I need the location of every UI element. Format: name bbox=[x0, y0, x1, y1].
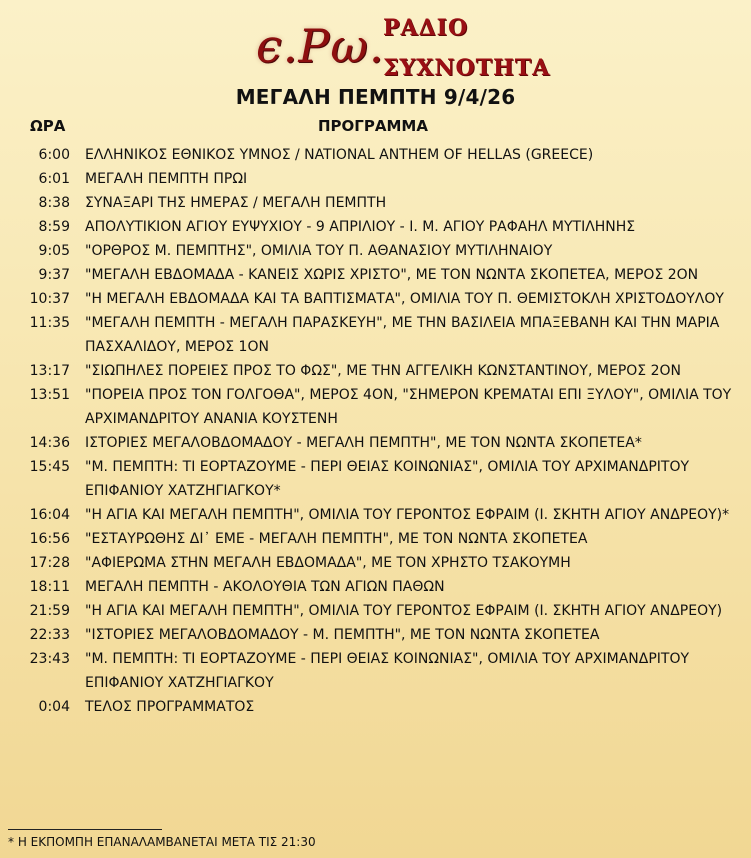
schedule-time: 9:37 bbox=[38, 267, 70, 283]
schedule-table bbox=[0, 143, 751, 719]
schedule-row bbox=[0, 503, 751, 527]
schedule-row bbox=[0, 623, 751, 647]
schedule-row bbox=[0, 167, 751, 191]
schedule-description: "ΟΡΘΡΟΣ Μ. ΠΕΜΠΤΗΣ", ΟΜΙΛΙΑ ΤΟΥ Π. ΑΘΑΝΑΣΙΟΥ ΜΥΤΙΛΗΝΑΙΟΥ bbox=[85, 243, 553, 259]
schedule-time: 21:59 bbox=[29, 603, 70, 619]
station-logo-word-frequency: ΣΥΧΝΟΤΗΤΑ bbox=[383, 55, 551, 81]
schedule-description: "Η ΑΓΙΑ ΚΑΙ ΜΕΓΑΛΗ ΠΕΜΠΤΗ", ΟΜΙΛΙΑ ΤΟΥ ΓΕΡΟΝΤΟΣ ΕΦΡΑΙΜ (Ι. ΣΚΗΤΗ ΑΓΙΟΥ ΑΝΔΡΕΟΥ) bbox=[85, 603, 723, 619]
schedule-row bbox=[0, 551, 751, 575]
schedule-time: 14:36 bbox=[29, 435, 70, 451]
schedule-time: 9:05 bbox=[38, 243, 70, 259]
schedule-description: ΤΕΛΟΣ ΠΡΟΓΡΑΜΜΑΤΟΣ bbox=[85, 699, 255, 715]
schedule-time: 13:17 bbox=[29, 363, 70, 379]
schedule-row bbox=[0, 215, 751, 239]
schedule-row bbox=[0, 431, 751, 455]
schedule-description: "Η ΜΕΓΑΛΗ ΕΒΔΟΜΑΔΑ ΚΑΙ ΤΑ ΒΑΠΤΙΣΜΑΤΑ", ΟΜΙΛΙΑ ΤΟΥ Π. ΘΕΜΙΣΤΟΚΛΗ ΧΡΙΣΤΟΔΟΥΛΟΥ bbox=[85, 291, 724, 307]
schedule-row bbox=[0, 143, 751, 167]
schedule-row bbox=[0, 287, 751, 311]
schedule-row bbox=[0, 647, 751, 695]
page-title: ΜΕΓΑΛΗ ΠΕΜΠΤΗ 9/4/26 bbox=[235, 85, 516, 109]
schedule-time: 13:51 bbox=[29, 387, 70, 403]
schedule-row bbox=[0, 191, 751, 215]
schedule-description: ΕΛΛΗΝΙΚΟΣ ΕΘΝΙΚΟΣ ΥΜΝΟΣ / NATIONAL ANTHEM OF HELLAS (GREECE) bbox=[85, 147, 594, 163]
footer-note: * Η ΕΚΠΟΜΠΗ ΕΠΑΝΑΛΑΜΒΑΝΕΤΑΙ ΜΕΤΑ ΤΙΣ 21:30 bbox=[8, 835, 316, 849]
schedule-description: ΙΣΤΟΡΙΕΣ ΜΕΓΑΛΟΒΔΟΜΑΔΟΥ - ΜΕΓΑΛΗ ΠΕΜΠΤΗ", ΜΕ ΤΟΝ ΝΩΝΤΑ ΣΚΟΠΕΤΕΑ* bbox=[85, 435, 642, 451]
schedule-time: 18:11 bbox=[29, 579, 70, 595]
schedule-description: "Μ. ΠΕΜΠΤΗ: ΤΙ ΕΟΡΤΑΖΟΥΜΕ - ΠΕΡΙ ΘΕΙΑΣ ΚΟΙΝΩΝΙΑΣ", ΟΜΙΛΙΑ ΤΟΥ ΑΡΧΙΜΑΝΔΡΙΤΟΥ ΕΠΙΦΑΝΙΟΥ ΧΑΤΖΗΓΙΑΓΚΟΥ* bbox=[85, 459, 690, 499]
schedule-time: 6:00 bbox=[38, 147, 70, 163]
schedule-time: 8:59 bbox=[38, 219, 70, 235]
schedule-row bbox=[0, 383, 751, 431]
station-logo bbox=[0, 0, 751, 90]
schedule-row bbox=[0, 239, 751, 263]
schedule-description: "ΜΕΓΑΛΗ ΕΒΔΟΜΑΔΑ - ΚΑΝΕΙΣ ΧΩΡΙΣ ΧΡΙΣΤΟ", ΜΕ ΤΟΝ ΝΩΝΤΑ ΣΚΟΠΕΤΕΑ, ΜΕΡΟΣ 2ΟΝ bbox=[85, 267, 699, 283]
schedule-time: 16:04 bbox=[29, 507, 70, 523]
schedule-description: "ΙΣΤΟΡΙΕΣ ΜΕΓΑΛΟΒΔΟΜΑΔΟΥ - Μ. ΠΕΜΠΤΗ", ΜΕ ΤΟΝ ΝΩΝΤΑ ΣΚΟΠΕΤΕΑ bbox=[85, 627, 600, 643]
schedule-time: 8:38 bbox=[38, 195, 70, 211]
schedule-time: 6:01 bbox=[38, 171, 70, 187]
schedule-row bbox=[0, 359, 751, 383]
schedule-row bbox=[0, 575, 751, 599]
footer-divider bbox=[8, 829, 162, 830]
schedule-time: 10:37 bbox=[29, 291, 70, 307]
schedule-description: "ΠΟΡΕΙΑ ΠΡΟΣ ΤΟΝ ΓΟΛΓΟΘΑ", ΜΕΡΟΣ 4ΟΝ, "ΣΗΜΕΡΟΝ ΚΡΕΜΑΤΑΙ ΕΠΙ ΞΥΛΟΥ", ΟΜΙΛΙΑ ΤΟΥ ΑΡΧΙΜΑΝΔΡΙΤΟΥ ΑΝΑΝΙΑ ΚΟΥΣΤΕΝΗ bbox=[85, 387, 732, 427]
schedule-time: 11:35 bbox=[29, 315, 70, 331]
schedule-row bbox=[0, 263, 751, 287]
station-logo-word-radio: ΡΑΔΙΟ bbox=[383, 15, 469, 41]
schedule-row bbox=[0, 527, 751, 551]
schedule-description: "ΑΦΙΕΡΩΜΑ ΣΤΗΝ ΜΕΓΑΛΗ ΕΒΔΟΜΑΔΑ", ΜΕ ΤΟΝ ΧΡΗΣΤΟ ΤΣΑΚΟΥΜΗ bbox=[85, 555, 571, 571]
schedule-time: 22:33 bbox=[29, 627, 70, 643]
schedule-row bbox=[0, 599, 751, 623]
schedule-time: 15:45 bbox=[29, 459, 70, 475]
schedule-row bbox=[0, 311, 751, 359]
schedule-description: ΜΕΓΑΛΗ ΠΕΜΠΤΗ ΠΡΩΙ bbox=[85, 171, 248, 187]
station-logo-mark: ϵ.Ρω. bbox=[256, 19, 385, 73]
schedule-description: "ΕΣΤΑΥΡΩΘΗΣ ΔΙ᾽ ΕΜΕ - ΜΕΓΑΛΗ ΠΕΜΠΤΗ", ΜΕ ΤΟΝ ΝΩΝΤΑ ΣΚΟΠΕΤΕΑ bbox=[85, 531, 588, 547]
schedule-description: ΜΕΓΑΛΗ ΠΕΜΠΤΗ - ΑΚΟΛΟΥΘΙΑ ΤΩΝ ΑΓΙΩΝ ΠΑΘΩΝ bbox=[85, 579, 445, 595]
schedule-row bbox=[0, 455, 751, 503]
schedule-description: ΑΠΟΛΥΤΙΚΙΟΝ ΑΓΙΟΥ ΕΥΨΥΧΙΟΥ - 9 ΑΠΡΙΛΙΟΥ - Ι. Μ. ΑΓΙΟΥ ΡΑΦΑΗΛ ΜΥΤΙΛΗΝΗΣ bbox=[85, 219, 636, 235]
schedule-time: 16:56 bbox=[29, 531, 70, 547]
schedule-row bbox=[0, 695, 751, 719]
schedule-time-header: ΩΡΑ bbox=[30, 117, 66, 135]
schedule-description: "Μ. ΠΕΜΠΤΗ: ΤΙ ΕΟΡΤΑΖΟΥΜΕ - ΠΕΡΙ ΘΕΙΑΣ ΚΟΙΝΩΝΙΑΣ", ΟΜΙΛΙΑ ΤΟΥ ΑΡΧΙΜΑΝΔΡΙΤΟΥ ΕΠΙΦΑΝΙΟΥ ΧΑΤΖΗΓΙΑΓΚΟΥ bbox=[85, 651, 690, 691]
schedule-description: ΣΥΝΑΞΑΡΙ ΤΗΣ ΗΜΕΡΑΣ / ΜΕΓΑΛΗ ΠΕΜΠΤΗ bbox=[85, 195, 387, 211]
schedule-description: "Η ΑΓΙΑ ΚΑΙ ΜΕΓΑΛΗ ΠΕΜΠΤΗ", ΟΜΙΛΙΑ ΤΟΥ ΓΕΡΟΝΤΟΣ ΕΦΡΑΙΜ (Ι. ΣΚΗΤΗ ΑΓΙΟΥ ΑΝΔΡΕΟΥ)* bbox=[85, 507, 730, 523]
schedule-time: 17:28 bbox=[29, 555, 70, 571]
schedule-time: 0:04 bbox=[38, 699, 70, 715]
schedule-program-header: ΠΡΟΓΡΑΜΜΑ bbox=[318, 117, 428, 135]
schedule-time: 23:43 bbox=[29, 651, 70, 667]
schedule-description: "ΜΕΓΑΛΗ ΠΕΜΠΤΗ - ΜΕΓΑΛΗ ΠΑΡΑΣΚΕΥΗ", ΜΕ ΤΗΝ ΒΑΣΙΛΕΙΑ ΜΠΑΞΕΒΑΝΗ ΚΑΙ ΤΗΝ ΜΑΡΙΑ ΠΑΣΧΑΛΙΔΟΥ, ΜΕΡΟΣ 1ΟΝ bbox=[85, 315, 720, 355]
schedule-description: "ΣΙΩΠΗΛΕΣ ΠΟΡΕΙΕΣ ΠΡΟΣ ΤΟ ΦΩΣ", ΜΕ ΤΗΝ ΑΓΓΕΛΙΚΗ ΚΩΝΣΤΑΝΤΙΝΟΥ, ΜΕΡΟΣ 2ΟΝ bbox=[85, 363, 681, 379]
